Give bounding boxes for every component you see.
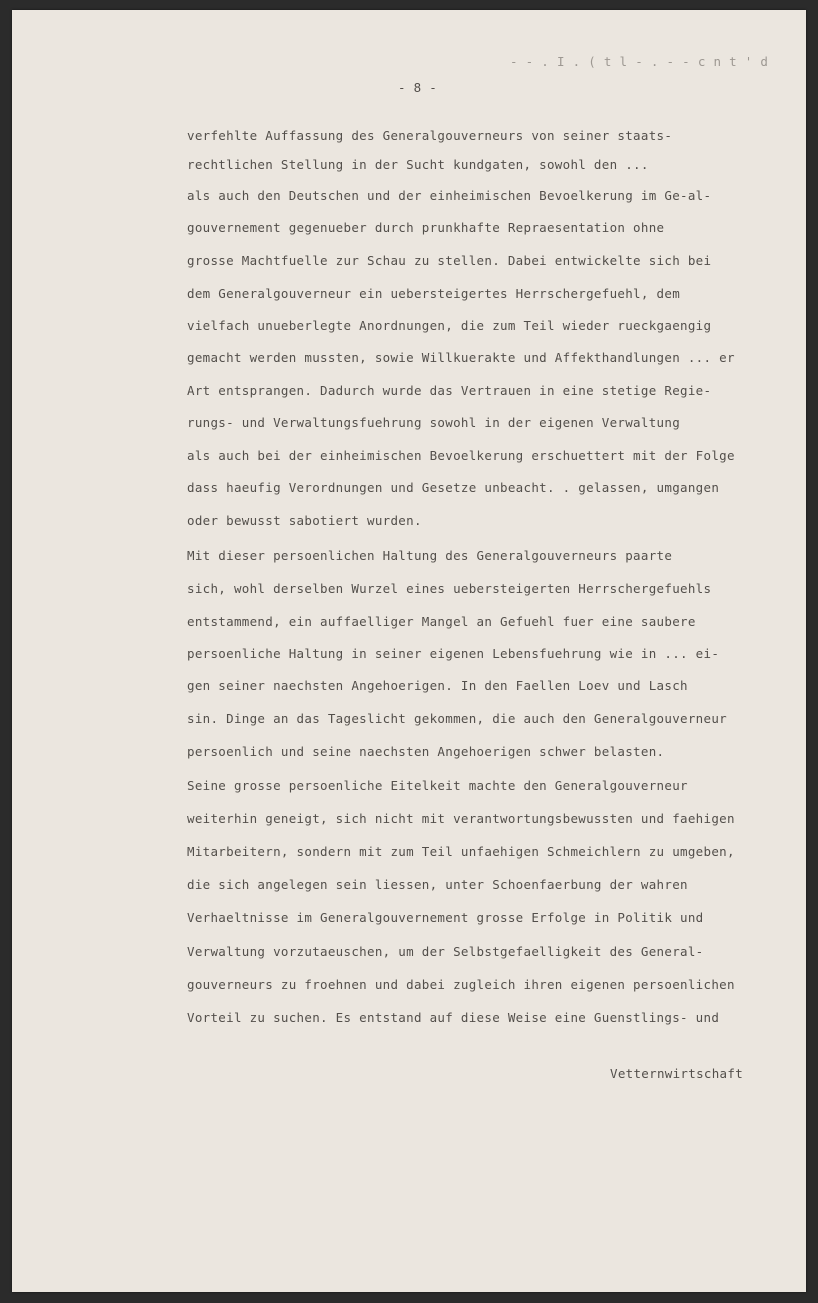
text-line: grosse Machtfuelle zur Schau zu stellen. Dabei entwickelte sich bei <box>187 253 712 268</box>
text-line: Art entsprangen. Dadurch wurde das Vertrauen in eine stetige Regie- <box>187 383 712 398</box>
text-line: weiterhin geneigt, sich nicht mit verantwortungsbewussten und faehigen <box>187 811 735 826</box>
text-line: als auch bei der einheimischen Bevoelkerung erschuettert mit der Folge <box>187 448 735 463</box>
text-line: Mitarbeitern, sondern mit zum Teil unfaehigen Schmeichlern zu umgeben, <box>187 844 735 859</box>
text-line: sin. Dinge an das Tageslicht gekommen, die auch den Generalgouverneur <box>187 711 727 726</box>
page-number: - 8 - <box>398 80 438 95</box>
header-stamp: - - . I . ( t l - . - - c n t ' d <box>510 54 769 69</box>
text-line: Verwaltung vorzutaeuschen, um der Selbstgefaelligkeit des General- <box>187 944 704 959</box>
text-line: oder bewusst sabotiert wurden. <box>187 513 422 528</box>
text-line: rungs- und Verwaltungsfuehrung sowohl in der eigenen Verwaltung <box>187 415 681 430</box>
document-page <box>12 10 806 1292</box>
text-line: entstammend, ein auffaelliger Mangel an Gefuehl fuer eine saubere <box>187 614 696 629</box>
text-line: Seine grosse persoenliche Eitelkeit machte den Generalgouverneur <box>187 778 688 793</box>
text-line: gemacht werden mussten, sowie Willkuerakte und Affekthandlungen ... er <box>187 350 735 365</box>
text-line: persoenlich und seine naechsten Angehoerigen schwer belasten. <box>187 744 665 759</box>
text-line: gen seiner naechsten Angehoerigen. In den Faellen Loev und Lasch <box>187 678 688 693</box>
text-line: dass haeufig Verordnungen und Gesetze unbeacht. . gelassen, umgangen <box>187 480 720 495</box>
text-line: als auch den Deutschen und der einheimischen Bevoelkerung im Ge-al- <box>187 188 712 203</box>
text-line: die sich angelegen sein liessen, unter Schoenfaerbung der wahren <box>187 877 688 892</box>
text-line: persoenliche Haltung in seiner eigenen Lebensfuehrung wie in ... ei- <box>187 646 720 661</box>
text-line: Vorteil zu suchen. Es entstand auf diese Weise eine Guenstlings- und <box>187 1010 720 1025</box>
text-line: Verhaeltnisse im Generalgouvernement grosse Erfolge in Politik und <box>187 910 704 925</box>
text-line: rechtlichen Stellung in der Sucht kundgaten, sowohl den ... <box>187 157 649 172</box>
text-line: gouverneurs zu froehnen und dabei zugleich ihren eigenen persoenlichen <box>187 977 735 992</box>
catchword: Vetternwirtschaft <box>610 1066 744 1081</box>
text-line: vielfach unueberlegte Anordnungen, die zum Teil wieder rueckgaengig <box>187 318 712 333</box>
text-line: verfehlte Auffassung des Generalgouverneurs von seiner staats- <box>187 128 673 143</box>
text-line: dem Generalgouverneur ein uebersteigertes Herrschergefuehl, dem <box>187 286 681 301</box>
text-line: sich, wohl derselben Wurzel eines uebersteigerten Herrschergefuehls <box>187 581 712 596</box>
text-line: gouvernement gegenueber durch prunkhafte Repraesentation ohne <box>187 220 665 235</box>
text-line: Mit dieser persoenlichen Haltung des Generalgouverneurs paarte <box>187 548 673 563</box>
